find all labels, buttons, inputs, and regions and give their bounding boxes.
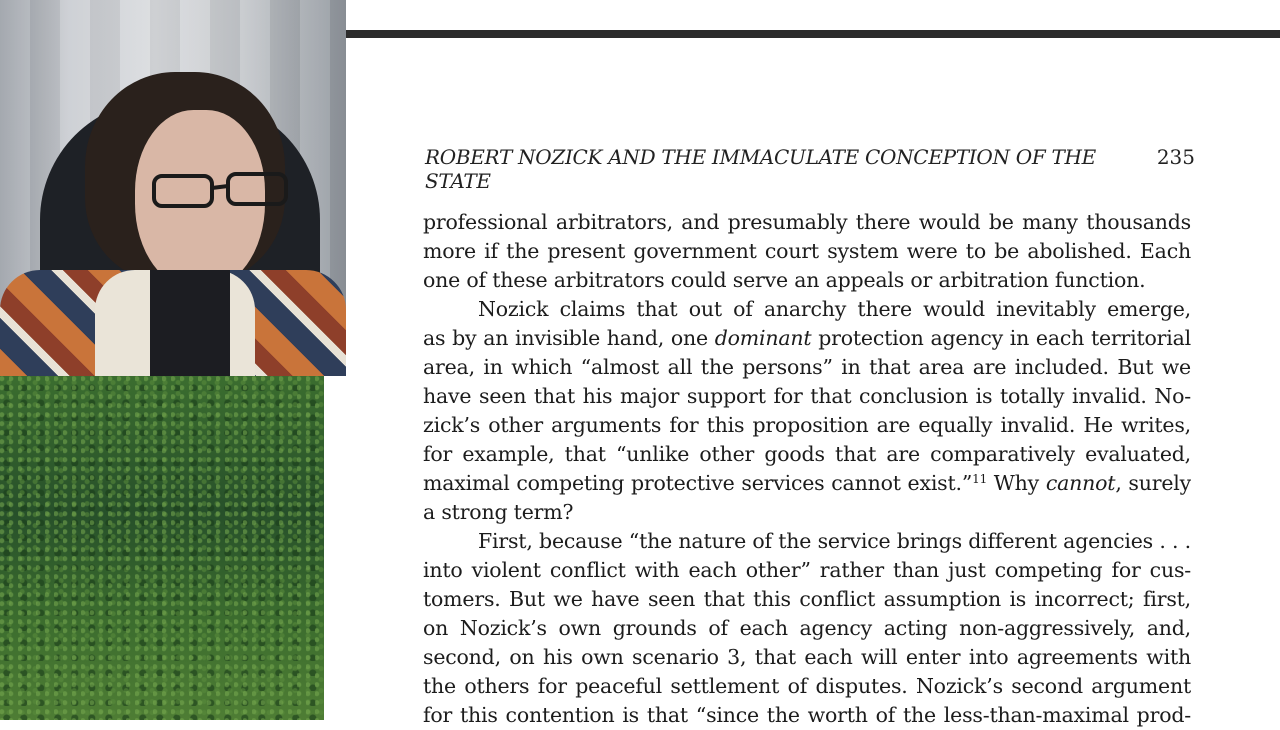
page-top-margin bbox=[346, 0, 1280, 30]
text-line: Nozick claims that out of anarchy there would inevitably emerge, bbox=[478, 297, 1191, 321]
glasses-icon bbox=[150, 170, 290, 212]
text-line: into violent conflict with each other” rather than just competing for cus- bbox=[423, 558, 1191, 582]
italic-text: cannot bbox=[1045, 471, 1116, 495]
italic-text: dominant bbox=[714, 326, 812, 350]
text-line: for example, that “unlike other goods that are comparatively evaluated, bbox=[423, 442, 1191, 466]
webcam-overlay bbox=[0, 0, 346, 376]
text-line: tomers. But we have seen that this conflict assumption is incorrect; first, bbox=[423, 587, 1191, 611]
text-span: Why bbox=[987, 471, 1046, 495]
book-page-text bbox=[423, 208, 1191, 730]
text-line: area, in which “almost all the persons” in that area are included. But we bbox=[423, 355, 1191, 379]
text-line: have seen that his major support for that conclusion is totally invalid. No- bbox=[423, 384, 1191, 408]
text-line: the others for peaceful settlement of disputes. Nozick’s second argument bbox=[423, 674, 1191, 698]
text-line: second, on his own scenario 3, that each will enter into agreements with bbox=[423, 645, 1191, 669]
undershirt bbox=[150, 270, 230, 376]
text-line: professional arbitrators, and presumably there would be many thousands bbox=[423, 210, 1191, 234]
text-span: as by an invisible hand, one bbox=[423, 326, 715, 350]
grass-background-panel bbox=[0, 376, 324, 720]
text-line bbox=[423, 324, 1191, 353]
running-title: ROBERT NOZICK AND THE IMMACULATE CONCEPTION OF THE STATE bbox=[425, 145, 1096, 193]
text-line: First, because “the nature of the service brings different agencies . . . bbox=[478, 529, 1191, 553]
text-line: more if the present government court system were to be abolished. Each bbox=[423, 239, 1191, 263]
text-line: on Nozick’s own grounds of each agency acting non-aggressively, and, bbox=[423, 616, 1191, 640]
page-divider bbox=[346, 30, 1280, 38]
footnote-marker: 11 bbox=[972, 472, 988, 486]
text-line bbox=[423, 469, 1191, 498]
text-span: , surely bbox=[1115, 471, 1191, 495]
text-line: a strong term? bbox=[423, 500, 574, 524]
text-line: one of these arbitrators could serve an appeals or arbitration function. bbox=[423, 268, 1146, 292]
page-number: 235 bbox=[1156, 145, 1195, 169]
page-header bbox=[425, 145, 1195, 193]
text-span: maximal competing protective services cannot exist.” bbox=[423, 471, 973, 495]
text-line: zick’s other arguments for this proposition are equally invalid. He writes, bbox=[423, 413, 1191, 437]
text-line: for this contention is that “since the worth of the less-than-maximal prod- bbox=[423, 703, 1191, 727]
text-span: protection agency in each territorial bbox=[811, 326, 1191, 350]
